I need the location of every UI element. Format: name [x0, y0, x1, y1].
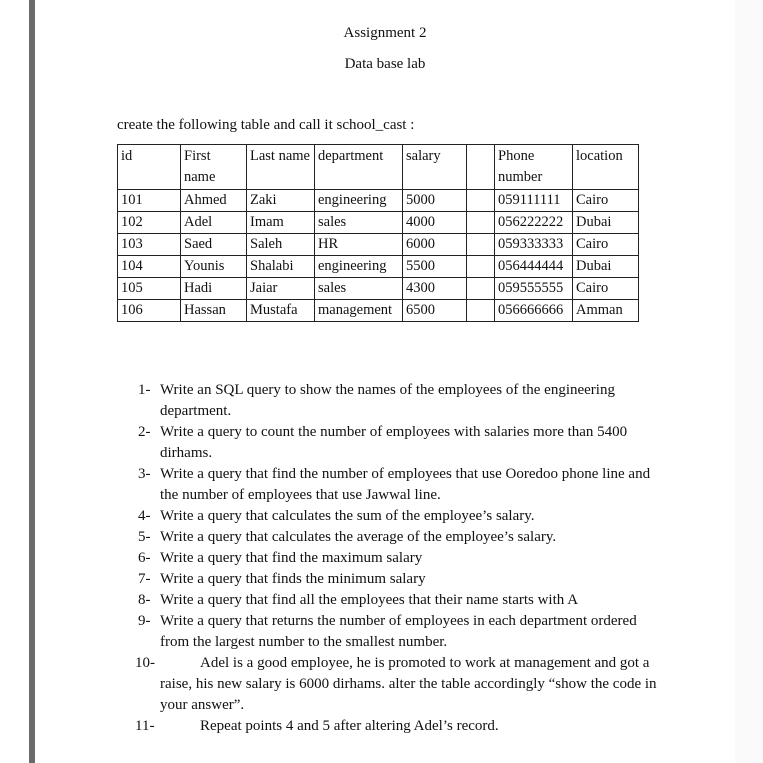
cell-id: 103 — [118, 234, 181, 256]
question-text: Adel is a good employee, he is promoted to work at management and got a raise, his new salary is 6000 dirhams. alter the table accordingly “show the code in your answer”. — [160, 655, 657, 713]
question-text: Write a query to count the number of employees with salaries more than 5400 dirhams. — [160, 424, 628, 461]
question-item — [138, 464, 668, 506]
question-text: Write a query that find the number of employees that use Ooredoo phone line and the number of employees that use Jawwal line. — [160, 466, 651, 503]
cell-last-name: Jaiar — [247, 278, 315, 300]
question-number: 1- — [138, 382, 151, 398]
cell-department: sales — [315, 212, 403, 234]
cell-phone: 056666666 — [495, 300, 573, 322]
header-gap — [467, 145, 495, 190]
question-number: 4- — [138, 508, 151, 524]
cell-gap — [467, 212, 495, 234]
cell-id: 104 — [118, 256, 181, 278]
cell-phone: 056222222 — [495, 212, 573, 234]
cell-first-name: Saed — [181, 234, 247, 256]
question-number: 5- — [138, 529, 151, 545]
cell-phone: 059555555 — [495, 278, 573, 300]
header-salary: salary — [403, 145, 467, 190]
cell-gap — [467, 256, 495, 278]
cell-id: 105 — [118, 278, 181, 300]
question-text: Write an SQL query to show the names of the employees of the engineering department. — [160, 382, 615, 419]
header-phone-number: Phone number — [495, 145, 573, 190]
table-row — [118, 278, 639, 300]
question-number: 8- — [138, 592, 151, 608]
cell-last-name: Shalabi — [247, 256, 315, 278]
header-first-name: First name — [181, 145, 247, 190]
cell-id: 101 — [118, 190, 181, 212]
cell-department: sales — [315, 278, 403, 300]
cell-salary: 4000 — [403, 212, 467, 234]
question-text: Write a query that calculates the sum of the employee’s salary. — [160, 508, 535, 524]
cell-gap — [467, 190, 495, 212]
cell-phone: 056444444 — [495, 256, 573, 278]
question-item — [138, 422, 668, 464]
cell-location: Amman — [573, 300, 639, 322]
question-text: Write a query that returns the number of employees in each department ordered from the largest number to the smallest number. — [160, 613, 637, 650]
question-item — [135, 653, 668, 716]
header-location: location — [573, 145, 639, 190]
question-text: Write a query that calculates the average of the employee’s salary. — [160, 529, 557, 545]
question-item — [138, 548, 668, 569]
question-list — [135, 380, 668, 737]
cell-last-name: Saleh — [247, 234, 315, 256]
table-header-row — [118, 145, 639, 190]
document-title: Assignment 2 — [343, 25, 427, 41]
question-item — [138, 380, 668, 422]
cell-salary: 5500 — [403, 256, 467, 278]
cell-first-name: Younis — [181, 256, 247, 278]
header-id: id — [118, 145, 181, 190]
cell-location: Cairo — [573, 278, 639, 300]
school-cast-table — [117, 144, 639, 322]
cell-first-name: Hadi — [181, 278, 247, 300]
cell-gap — [467, 234, 495, 256]
table-row — [118, 300, 639, 322]
document-subtitle: Data base lab — [344, 56, 426, 72]
question-item — [138, 527, 668, 548]
table-row — [118, 256, 639, 278]
question-number: 11- — [135, 718, 155, 734]
cell-location: Dubai — [573, 212, 639, 234]
cell-department: engineering — [315, 256, 403, 278]
question-item — [138, 569, 668, 590]
viewer-right-margin — [735, 0, 763, 763]
cell-department: engineering — [315, 190, 403, 212]
question-number: 6- — [138, 550, 151, 566]
header-last-name: Last name — [247, 145, 315, 190]
cell-gap — [467, 300, 495, 322]
question-item — [138, 611, 668, 653]
cell-id: 106 — [118, 300, 181, 322]
table-row — [118, 212, 639, 234]
table-row — [118, 234, 639, 256]
header-department: department — [315, 145, 403, 190]
question-number: 10- — [135, 655, 155, 671]
cell-location: Dubai — [573, 256, 639, 278]
cell-salary: 4300 — [403, 278, 467, 300]
question-number: 9- — [138, 613, 151, 629]
question-text: Write a query that find all the employees that their name starts with A — [160, 592, 579, 608]
question-text: Write a query that find the maximum salary — [160, 550, 423, 566]
cell-phone: 059333333 — [495, 234, 573, 256]
question-number: 3- — [138, 466, 151, 482]
cell-phone: 059111111 — [495, 190, 573, 212]
cell-first-name: Adel — [181, 212, 247, 234]
question-item — [138, 590, 668, 611]
cell-location: Cairo — [573, 234, 639, 256]
cell-last-name: Zaki — [247, 190, 315, 212]
cell-location: Cairo — [573, 190, 639, 212]
question-text: Write a query that finds the minimum salary — [160, 571, 426, 587]
cell-salary: 6000 — [403, 234, 467, 256]
question-item — [138, 506, 668, 527]
document-page — [35, 0, 735, 763]
table-row — [118, 190, 639, 212]
cell-first-name: Ahmed — [181, 190, 247, 212]
question-text: Repeat points 4 and 5 after altering Adel’s record. — [200, 718, 499, 734]
cell-department: management — [315, 300, 403, 322]
cell-id: 102 — [118, 212, 181, 234]
question-number: 2- — [138, 424, 151, 440]
cell-first-name: Hassan — [181, 300, 247, 322]
cell-last-name: Imam — [247, 212, 315, 234]
cell-salary: 6500 — [403, 300, 467, 322]
cell-gap — [467, 278, 495, 300]
question-item — [135, 716, 668, 737]
table-instruction: create the following table and call it school_cast : — [117, 117, 415, 133]
question-number: 7- — [138, 571, 151, 587]
cell-department: HR — [315, 234, 403, 256]
cell-salary: 5000 — [403, 190, 467, 212]
cell-last-name: Mustafa — [247, 300, 315, 322]
